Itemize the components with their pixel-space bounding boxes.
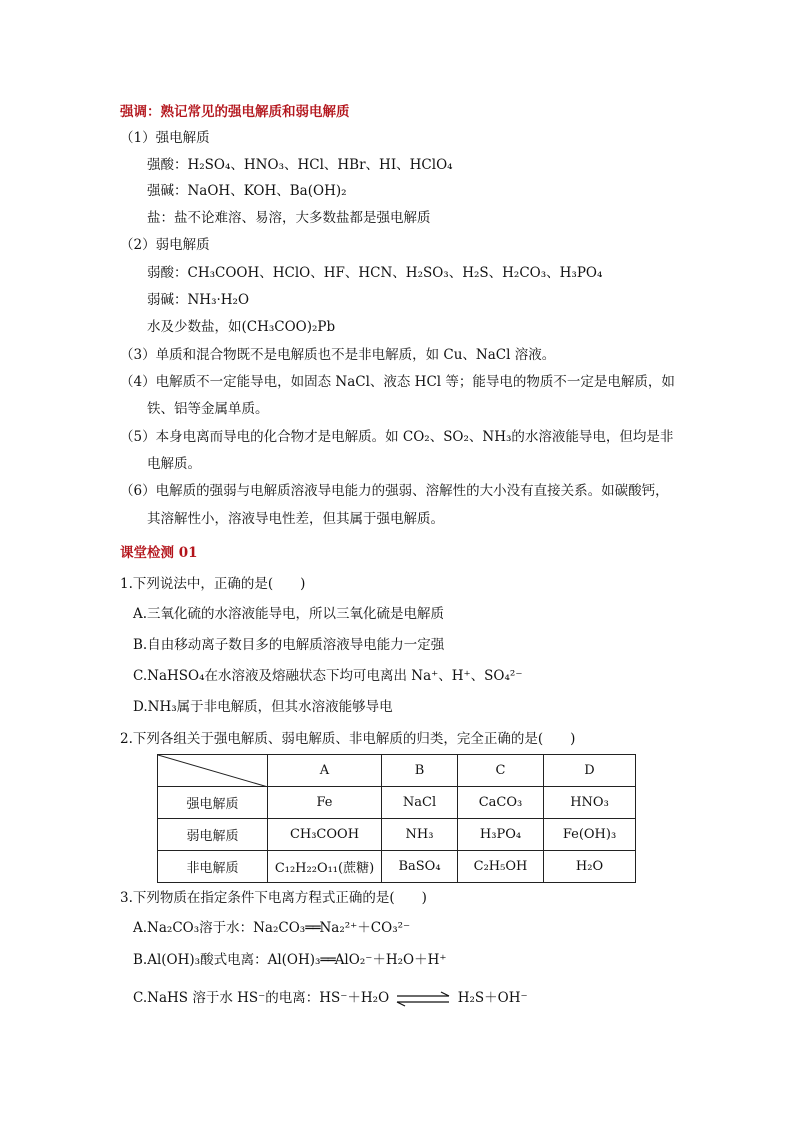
column-header-a: A — [268, 755, 382, 787]
table-cell: BaSO₄ — [382, 851, 458, 883]
table-cell: H₃PO₄ — [458, 819, 544, 851]
table-cell: C₁₂H₂₂O₁₁(蔗糖) — [268, 851, 382, 883]
q1-option-d: D.NH₃属于非电解质，但其水溶液能够导电 — [133, 699, 393, 715]
weak-base-line: 弱碱：NH₃·H₂O — [147, 292, 250, 308]
column-header-c: C — [458, 755, 544, 787]
table-cell: CH₃COOH — [268, 819, 382, 851]
table-row — [158, 819, 636, 851]
table-cell: CaCO₃ — [458, 787, 544, 819]
q3-b-rhs: AlO₂⁻＋H₂O＋H⁺ — [334, 952, 447, 968]
q3-b-lhs: B.Al(OH)₃酸式电离：Al(OH)₃ — [133, 952, 321, 968]
point-6-line-1: （6）电解质的强弱与电解质溶液导电能力的强弱、溶解性的大小没有直接关系。如碳酸钙， — [120, 483, 669, 499]
table-cell: NH₃ — [382, 819, 458, 851]
q3-a-rhs: Na₂²⁺＋CO₃²⁻ — [319, 920, 411, 936]
table-cell: Fe — [268, 787, 382, 819]
point-4-line-2: 铁、铝等金属单质。 — [147, 401, 269, 417]
strong-electrolyte-title: （1）强电解质 — [120, 130, 210, 146]
q3-stem: 3.下列物质在指定条件下电离方程式正确的是( ) — [120, 890, 427, 906]
point-6-line-2: 其溶解性小，溶液导电性差，但其属于强电解质。 — [147, 511, 444, 527]
point-5-line-1: （5）本身电离而导电的化合物才是电解质。如 CO₂、SO₂、NH₃的水溶液能导电，但均是非 — [120, 429, 674, 445]
row-label: 非电解质 — [158, 851, 268, 883]
table-cell: C₂H₅OH — [458, 851, 544, 883]
q3-c-lhs: C.NaHS 溶于水 HS⁻的电离：HS⁻＋H₂O — [133, 990, 390, 1006]
point-4-line-1: （4）电解质不一定能导电，如固态 NaCl、液态 HCl 等；能导电的物质不一定是电解质，如 — [120, 374, 675, 390]
q1-option-a: A.三氧化硫的水溶液能导电，所以三氧化硫是电解质 — [133, 606, 445, 622]
row-label: 弱电解质 — [158, 819, 268, 851]
column-header-b: B — [382, 755, 458, 787]
q3-option-a — [133, 918, 410, 938]
table-cell: Fe(OH)₃ — [544, 819, 636, 851]
column-header-d: D — [544, 755, 636, 787]
table-cell: NaCl — [382, 787, 458, 819]
strong-acid-line: 强酸：H₂SO₄、HNO₃、HCl、HBr、HI、HClO₄ — [147, 157, 453, 173]
table-cell: H₂O — [544, 851, 636, 883]
diagonal-header-cell — [158, 755, 268, 787]
strong-base-line: 强碱：NaOH、KOH、Ba(OH)₂ — [147, 183, 347, 199]
point-3: （3）单质和混合物既不是电解质也不是非电解质，如 Cu、NaCl 溶液。 — [120, 347, 556, 363]
salt-line: 盐：盐不论难溶、易溶，大多数盐都是强电解质 — [147, 210, 431, 226]
classification-table — [157, 754, 636, 883]
q2-stem: 2.下列各组关于强电解质、弱电解质、非电解质的归类，完全正确的是( ) — [120, 731, 576, 747]
q3-option-c — [133, 988, 528, 1008]
point-5-line-2: 电解质。 — [147, 456, 201, 472]
weak-acid-line: 弱酸：CH₃COOH、HClO、HF、HCN、H₂SO₃、H₂S、H₂CO₃、H₃PO₄ — [147, 265, 603, 281]
water-line: 水及少数盐，如(CH₃COO)₂Pb — [147, 319, 336, 335]
equals-sign-icon: ══ — [305, 920, 320, 936]
section-heading-emphasis: 强调：熟记常见的强电解质和弱电解质 — [120, 104, 350, 120]
q1-stem: 1.下列说法中，正确的是( ) — [120, 576, 306, 592]
section-heading-quiz: 课堂检测 01 — [120, 545, 198, 561]
row-label: 强电解质 — [158, 787, 268, 819]
equals-sign-icon: ══ — [320, 952, 335, 968]
diagonal-line — [158, 755, 268, 787]
table-header-row — [158, 755, 636, 787]
q1-option-c: C.NaHSO₄在水溶液及熔融状态下均可电离出 Na⁺、H⁺、SO₄²⁻ — [133, 668, 523, 684]
table-cell: HNO₃ — [544, 787, 636, 819]
table-row — [158, 787, 636, 819]
table-row — [158, 851, 636, 883]
q3-c-rhs: H₂S＋OH⁻ — [457, 990, 528, 1006]
q1-option-b: B.自由移动离子数目多的电解质溶液导电能力一定强 — [133, 637, 445, 653]
q3-option-b — [133, 950, 447, 970]
reversible-arrow-icon — [395, 991, 451, 1007]
weak-electrolyte-title: （2）弱电解质 — [120, 237, 210, 253]
q3-a-lhs: A.Na₂CO₃溶于水：Na₂CO₃ — [133, 920, 306, 936]
